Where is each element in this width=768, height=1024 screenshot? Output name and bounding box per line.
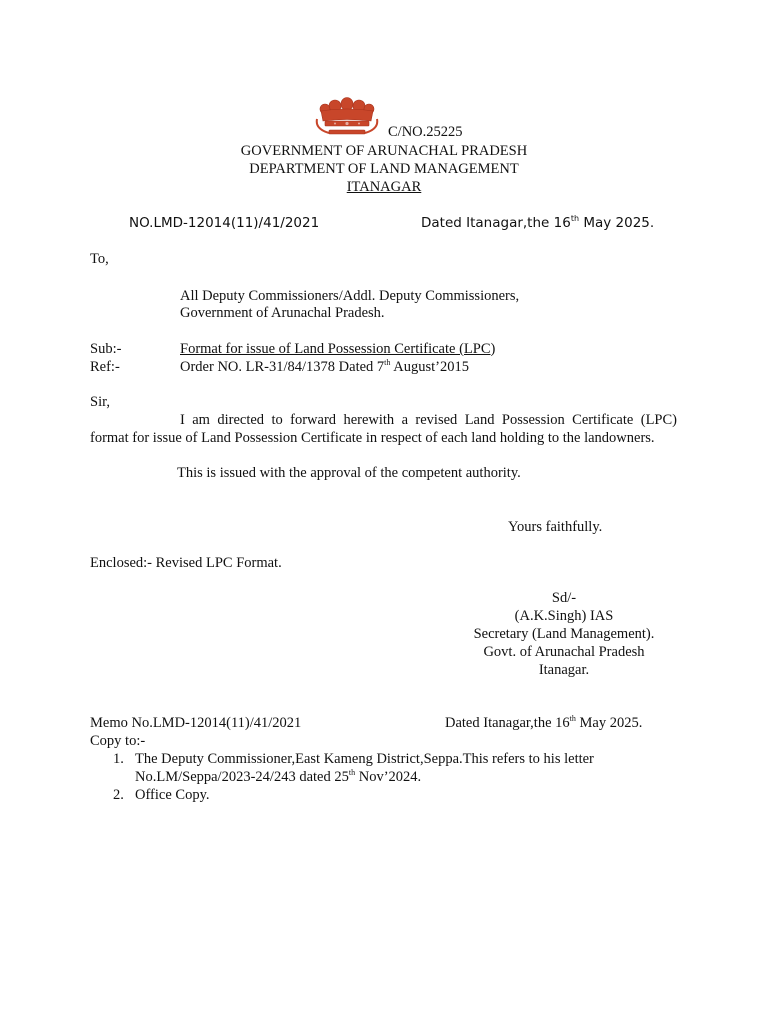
body-paragraph-2: This is issued with the approval of the competent authority. <box>177 465 521 481</box>
reference-number: NO.LMD-12014(11)/41/2021 <box>129 215 320 231</box>
copy-to-label: Copy to:- <box>90 733 146 749</box>
memo-number: Memo No.LMD-12014(11)/41/2021 <box>90 715 302 731</box>
reference-date-suffix: May 2025. <box>579 215 655 231</box>
addressee-line-1: All Deputy Commissioners/Addl. Deputy Commissioners, <box>180 288 520 304</box>
signature-designation: Secretary (Land Management). <box>473 626 655 642</box>
subject-text-underlined: Format for issue of Land Possession Certificate (LPC <box>180 341 491 357</box>
subject-text-tail: ) <box>490 341 496 357</box>
copy-list-item-1-line-2-prefix: No.LM/Seppa/2023-24/243 dated 25 <box>135 769 349 785</box>
enclosure: Enclosed:- Revised LPC Format. <box>90 555 282 571</box>
signature-name: (A.K.Singh) IAS <box>514 608 614 624</box>
signature-sd: Sd/- <box>551 590 577 606</box>
copy-list-item-1-line-2-sup: th <box>348 768 356 777</box>
greeting: Sir, <box>90 394 110 410</box>
copy-list-item-2: Office Copy. <box>135 787 210 803</box>
circular-number: C/NO.25225 <box>388 124 463 140</box>
closing: Yours faithfully. <box>508 519 603 535</box>
body-paragraph-1: I am directed to forward herewith a revised Land Possession Certificate (LPC) format for issue of Land Possession Certificate in respect of each land holding to the landowners. <box>90 412 677 446</box>
state-emblem-icon <box>311 95 383 137</box>
signature-office: Govt. of Arunachal Pradesh <box>483 644 645 660</box>
copy-list-number-2: 2. <box>113 787 124 803</box>
reference-date <box>421 214 654 232</box>
salutation-to: To, <box>90 251 109 267</box>
place-heading-text: ITANAGAR <box>346 179 422 195</box>
reference-text-suffix: August’2015 <box>390 359 469 375</box>
memo-date-suffix: May 2025. <box>575 715 643 731</box>
copy-list-item-1-line-2-suffix: Nov’2024. <box>355 769 422 785</box>
reference-text-prefix: Order NO. LR-31/84/1378 Dated 7 <box>180 359 385 375</box>
copy-list-item-1-line-1: The Deputy Commissioner,East Kameng District,Seppa.This refers to his letter <box>135 751 594 767</box>
reference-text-sup: th <box>384 358 391 367</box>
reference-label: Ref:- <box>90 359 120 375</box>
copy-list-item-1-line-2 <box>135 768 421 786</box>
memo-date-prefix: Dated Itanagar,the 16 <box>445 715 570 731</box>
subject-text <box>180 340 495 358</box>
addressee-line-2: Government of Arunachal Pradesh. <box>180 305 385 321</box>
reference-date-prefix: Dated Itanagar,the 16 <box>421 215 571 231</box>
place-heading <box>0 178 768 196</box>
government-heading: GOVERNMENT OF ARUNACHAL PRADESH <box>240 143 528 159</box>
memo-date <box>445 714 642 732</box>
signature-place: Itanagar. <box>538 662 590 678</box>
copy-list-number-1: 1. <box>113 751 124 767</box>
reference-date-sup: th <box>570 214 580 223</box>
department-heading: DEPARTMENT OF LAND MANAGEMENT <box>249 161 519 177</box>
subject-label: Sub:- <box>90 341 122 357</box>
reference-text <box>180 358 469 376</box>
memo-date-sup: th <box>569 714 576 723</box>
